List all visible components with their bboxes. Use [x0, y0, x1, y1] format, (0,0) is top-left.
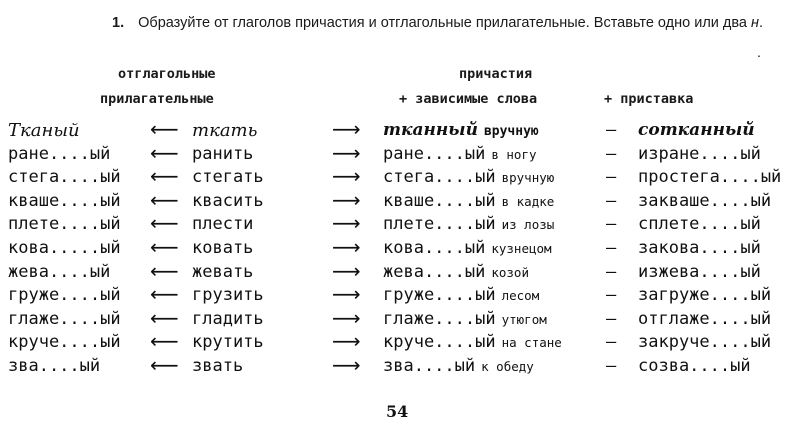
participle: зва....ый [383, 356, 476, 376]
adjective: круче....ый [8, 332, 121, 353]
verb: ранить [192, 143, 254, 164]
task-text: Образуйте от глаголов причастия и отглагольные прилагательные. Вставьте одно или два [138, 15, 747, 31]
left-arrow-icon: ⟵ [150, 329, 179, 354]
dash: — [606, 332, 617, 353]
verb: квасить [192, 190, 264, 211]
adjective: жева....ый [8, 261, 111, 282]
adjective: зва....ый [8, 356, 101, 376]
right-arrow-icon: ⟶ [332, 282, 361, 307]
participle-phrase [383, 356, 534, 376]
adjective: ране....ый [8, 143, 111, 164]
verb: гладить [192, 308, 264, 329]
right-arrow-icon: ⟶ [332, 258, 361, 283]
dash: — [606, 356, 617, 376]
page-number: 54 [386, 402, 409, 421]
right-arrow-icon: ⟶ [332, 187, 361, 212]
participle-phrase [383, 285, 539, 305]
right-arrow-icon: ⟶ [332, 140, 361, 165]
adjective: Тканый [8, 120, 80, 141]
prefixed-participle: сотканный [638, 120, 755, 140]
participle: стега....ый [383, 167, 496, 188]
table-row [0, 140, 799, 167]
adjective: груже....ый [8, 285, 121, 306]
prefixed-participle: созва....ый [638, 356, 751, 376]
verb: ковать [192, 238, 254, 258]
adjective: кова.....ый [8, 238, 121, 258]
dash: — [606, 285, 617, 306]
table-row [0, 258, 799, 285]
table-row [0, 282, 799, 308]
prefixed-participle: закваше....ый [638, 190, 772, 211]
task-number: 1. [112, 15, 125, 31]
dash: — [606, 261, 617, 282]
left-arrow-icon: ⟵ [150, 140, 179, 165]
dependent-word: к обеду [481, 359, 534, 374]
prefixed-participle: изране....ый [638, 143, 761, 164]
right-arrow-icon: ⟶ [332, 305, 361, 330]
task-end: . [759, 15, 764, 31]
right-arrow-icon: ⟶ [332, 117, 361, 141]
participle: глаже....ый [383, 308, 496, 329]
participle: круче....ый [383, 332, 496, 353]
task-statement [112, 13, 772, 33]
stray-dot: . [757, 44, 761, 60]
participle: кваше....ый [383, 190, 496, 211]
verb: плести [192, 214, 254, 235]
dash: — [606, 214, 617, 235]
prefixed-participle: отглаже....ый [638, 308, 772, 329]
dependent-word: на стане [501, 335, 562, 351]
header-adjectives-line1: отглагольные [118, 66, 216, 82]
dependent-word: в кадке [501, 193, 555, 209]
dependent-word: лесом [501, 288, 540, 304]
adjective: стега....ый [8, 167, 121, 188]
left-arrow-icon: ⟵ [150, 258, 179, 283]
prefixed-participle: изжева....ый [638, 261, 761, 282]
verb: звать [192, 356, 244, 376]
left-arrow-icon: ⟵ [150, 305, 179, 330]
right-arrow-icon: ⟶ [332, 329, 361, 354]
right-arrow-icon: ⟶ [332, 211, 361, 236]
participle-phrase [383, 191, 554, 211]
dash: — [606, 308, 617, 329]
table-row [0, 211, 799, 237]
table-row [0, 235, 799, 261]
dependent-word: в ногу [491, 146, 537, 162]
dependent-word: козой [491, 264, 529, 280]
participle-phrase [383, 144, 537, 164]
dependent-word: кузнецом [491, 241, 552, 256]
prefixed-participle: закова....ый [638, 238, 761, 258]
left-arrow-icon: ⟵ [150, 164, 179, 189]
right-arrow-icon: ⟶ [332, 164, 361, 189]
verb: жевать [192, 261, 254, 282]
participle-phrase [383, 332, 562, 352]
adjective: плете....ый [8, 214, 121, 235]
dependent-word: вручную [483, 124, 539, 139]
participle-phrase [383, 262, 529, 282]
participle: тканный [383, 120, 478, 140]
left-arrow-icon: ⟵ [150, 187, 179, 212]
left-arrow-icon: ⟵ [150, 282, 179, 307]
participle-phrase [383, 120, 539, 140]
table-row [0, 353, 799, 379]
dependent-word: из лозы [501, 217, 555, 233]
prefixed-participle: сплете....ый [638, 214, 761, 235]
participle: ране....ый [383, 143, 486, 164]
participle: груже....ый [383, 285, 496, 306]
dependent-word: вручную [501, 170, 555, 186]
participle: плете....ый [383, 214, 496, 235]
dash: — [606, 120, 617, 140]
adjective: кваше....ый [8, 190, 121, 211]
left-arrow-icon: ⟵ [150, 117, 179, 141]
participle-phrase [383, 238, 552, 258]
right-arrow-icon: ⟶ [332, 235, 361, 259]
dash: — [606, 190, 617, 211]
prefixed-participle: загруже....ый [638, 285, 772, 306]
table-row [0, 187, 799, 214]
header-participles-line1: причастия [459, 66, 533, 82]
dash: — [606, 143, 617, 164]
verb: грузить [192, 285, 264, 306]
participle: кова....ый [383, 238, 486, 258]
left-arrow-icon: ⟵ [150, 211, 179, 236]
verb: стегать [192, 167, 264, 188]
left-arrow-icon: ⟵ [150, 353, 179, 377]
participle-phrase [383, 309, 547, 329]
dash: — [606, 238, 617, 258]
participle: жева....ый [383, 261, 486, 282]
prefixed-participle: закруче....ый [638, 332, 772, 353]
table-row [0, 164, 799, 190]
header-participles-line2: + зависимые слова [399, 91, 538, 107]
right-arrow-icon: ⟶ [332, 353, 361, 377]
table-row [0, 117, 799, 143]
adjective: глаже....ый [8, 308, 121, 329]
task-letter: н [751, 15, 760, 31]
verb: крутить [192, 332, 264, 353]
header-prefix: + приставка [604, 91, 694, 107]
participle-phrase [383, 214, 554, 234]
participle-phrase [383, 167, 554, 187]
verb: ткать [192, 120, 258, 141]
dash: — [606, 167, 617, 188]
prefixed-participle: простега....ый [638, 167, 782, 188]
table-row [0, 329, 799, 355]
left-arrow-icon: ⟵ [150, 235, 179, 259]
dependent-word: утюгом [501, 311, 547, 327]
table-row [0, 305, 799, 332]
header-adjectives-line2: прилагательные [100, 91, 214, 107]
